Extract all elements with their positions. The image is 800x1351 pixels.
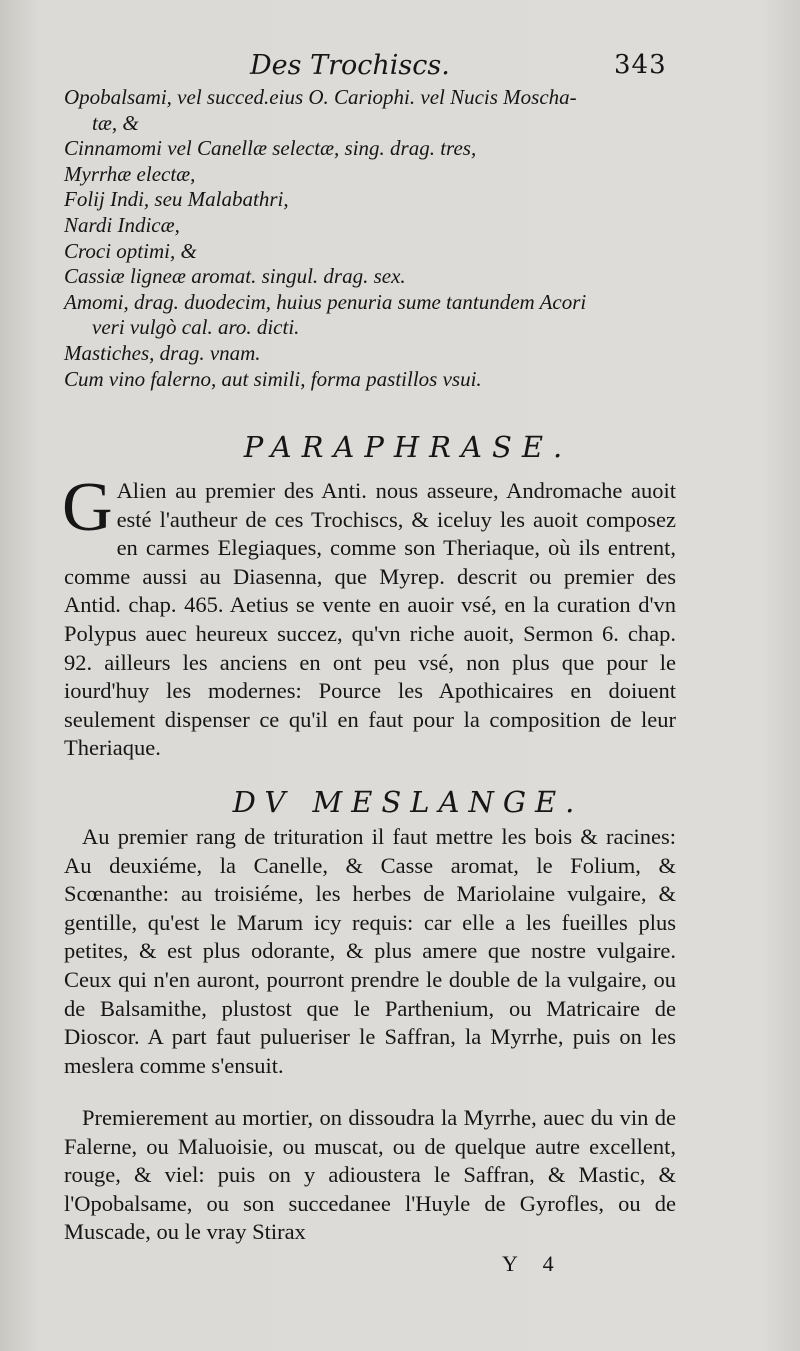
recipe-list [64, 85, 754, 392]
recipe-line: Folij Indi, seu Malabathri, [64, 187, 289, 212]
signature-mark: Y 4 [502, 1251, 564, 1276]
recipe-line: Opobalsami, vel succed.eius O. Cariophi. vel Nucis Moscha- [64, 85, 577, 109]
recipe-line: Cassiæ ligneæ aromat. singul. drag. sex. [64, 264, 406, 289]
recipe-line: veri vulgò cal. aro. dicti. [92, 315, 300, 340]
paraphrase-paragraph [62, 469, 676, 763]
recipe-line: Croci optimi, & [64, 238, 197, 263]
recipe-line: Cinnamomi vel Canellæ selectæ, sing. drag. tres, [64, 136, 477, 161]
meslange-paragraph-2: Premierement au mortier, on dissoudra la Myrrhe, auec du vin de Falerne, ou Maluoisie, ou muscat, ou de quelque autre excellent, rouge, & viel: puis on y adioustera le Saffran, & Mastic, & l'Opobalsame, ou son succedanee l'Huyle de Gyrofles, ou de Muscade, ou le vray Stirax [64, 1105, 676, 1245]
recipe-line: Nardi Indicæ, [64, 212, 180, 237]
recipe-line: Cum vino falerno, aut simili, forma pastillos vsui. [64, 366, 482, 391]
drop-cap: G [62, 469, 113, 546]
recipe-line: tæ, & [92, 110, 139, 135]
meslange-paragraph-1: Au premier rang de trituration il faut mettre les bois & racines: Au deuxiéme, la Canelle, & Casse aromat, le Folium, & Scœnanthe: au troisiéme, les herbes de Mariolaine vulgaire, & gentille, qu'est le Marum icy requis: car elle a les fueilles plus petites, & est plus odorante, & plus amere que nostre vulgaire. Ceux qui n'en auront, pourront prendre le double de la vulgaire, ou de Balsamithe, plustost que le Parthenium, ou Matricaire de Dioscor. A part faut pulueriser le Saffran, la Myrrhe, puis on les meslera comme s'ensuit. [64, 824, 676, 1078]
page-header [0, 44, 800, 84]
section-heading-paraphrase: PARAPHRASE. [243, 430, 573, 464]
running-title: Des Trochiscs. [250, 50, 450, 81]
section-heading-meslange: DV MESLANGE. [232, 785, 584, 819]
recipe-line: Mastiches, drag. vnam. [64, 340, 261, 365]
recipe-line: Myrrhæ electæ, [64, 161, 196, 186]
recipe-line: Amomi, drag. duodecim, huius penuria sume tantundem Acori [64, 289, 587, 314]
page-number: 343 [614, 50, 667, 80]
paragraph-text: Alien au premier des Anti. nous asseure, Andromache auoit esté l'autheur de ces Trochiscs, & iceluy les auoit composez en carmes Elegiaques, comme son Theriaque, où ils entrent, comme aussi au Diasenna, que Myrep. descrit ou premier des Antid. chap. 465. Aetius se vente en auoir vsé, en la curation d'vn Polypus auec heureux succez, qu'vn riche auoit, Sermon 6. chap. 92. ailleurs les anciens en ont peu vsé, non plus que pour le iourd'huy les modernes: Pource les Apothicaires en doiuent seulement dispenser ce qu'il en faut pour la composition de leur Theriaque. [64, 478, 676, 761]
